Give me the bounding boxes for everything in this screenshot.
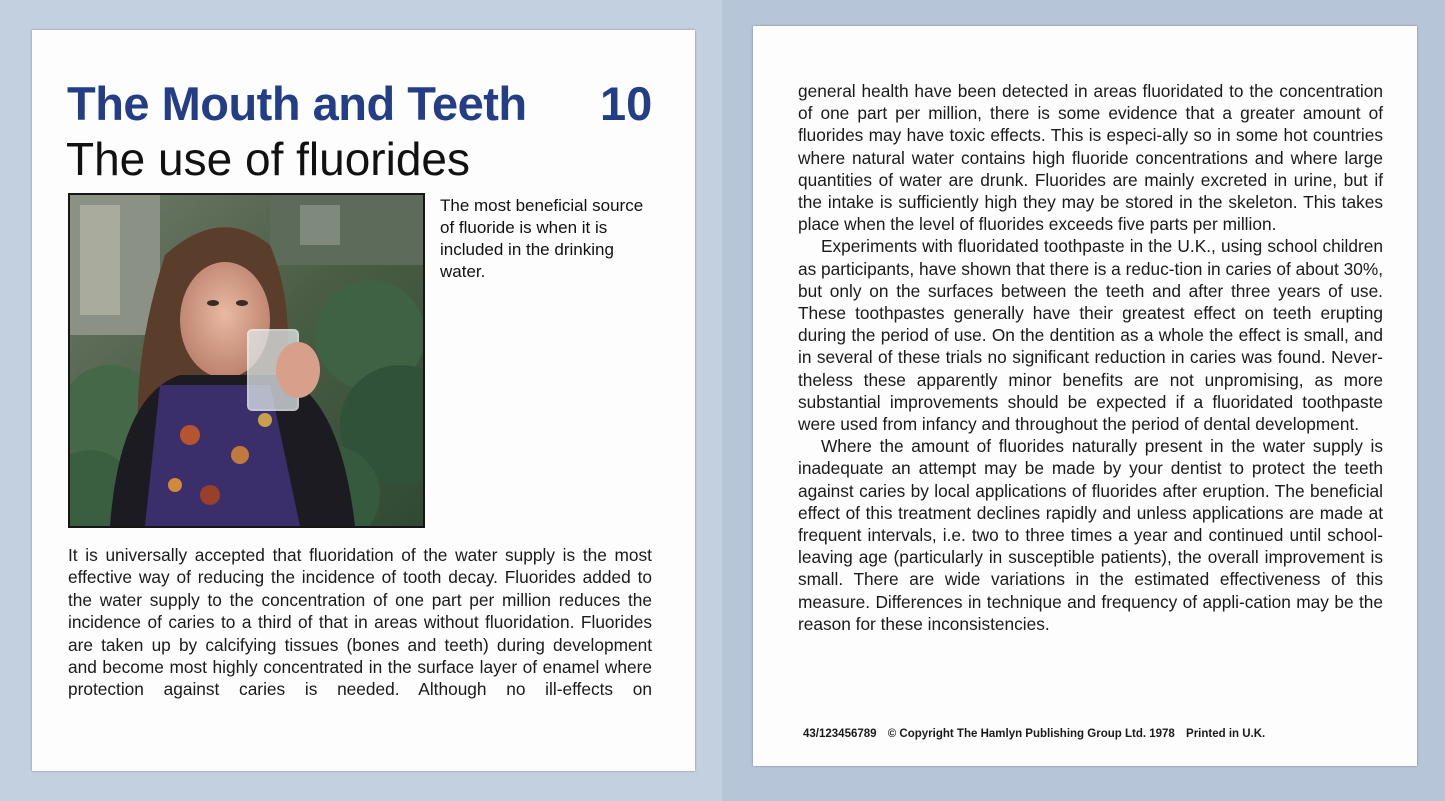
card-number: 10	[600, 77, 653, 130]
paragraph-3: Where the amount of fluorides naturally present in the water supply is inadequate an attempt may be made by your dentist to protect the teeth against caries by local applications of fluorides after eruption. The beneficial effect of this treatment declines rapidly and unless applications are made at frequent intervals, i.e. two to three times a year and continued until school-leaving age (particularly in susceptible patients), the overall improvement is small. There are wide variations in the estimated effectiveness of this measure. Differences in technique and frequency of appli-cation may be the reason for these inconsistencies.	[798, 436, 1383, 634]
photo-caption: The most beneficial source of fluoride is when it is included in the drinking water.	[440, 196, 644, 281]
series-title: The Mouth and Teeth	[67, 77, 527, 130]
footer-copyright: © Copyright The Hamlyn Publishing Group Ltd. 1978	[887, 728, 1175, 740]
footer	[803, 728, 1403, 740]
body-text-right	[798, 80, 1383, 635]
footer-printed: Printed in U.K.	[1186, 728, 1266, 740]
footer-code: 43/123456789	[803, 728, 877, 740]
front-card	[32, 30, 695, 771]
photo-girl-drinking-water	[68, 193, 425, 528]
back-card	[753, 26, 1417, 766]
paragraph-2: Experiments with fluoridated toothpaste in the U.K., using school children as participants, have shown that there is a reduc-tion in caries of about 30%, but only on the surfaces between the teeth and after three years of use. These toothpastes generally have their greatest effect on teeth erupting during the period of use. On the dentition as a whole the effect is small, and in several of these trials no significant reduction in caries was found. Never-theless these apparently minor benefits are not unpromising, as more substantial improvements should be expected if a fluoridated toothpaste were used from infancy and throughout the period of dental development.	[798, 236, 1384, 435]
card-title: The use of fluorides	[66, 133, 471, 185]
photo-illustration	[70, 195, 423, 526]
body-text-left: It is universally accepted that fluoridation of the water supply is the most effective way of reducing the incidence of tooth decay. Fluorides added to the water supply to the concentration of one part per million reduces the incidence of caries to a third of that in areas without fluoridation. Fluorides are taken up by calcifying tissues (bones and teeth) during development and become most highly concentrated in the surface layer of enamel where protection against caries is needed. Although no ill-effects on	[68, 545, 652, 700]
paragraph-1: general health have been detected in areas fluoridated to the concentration of one part per million, there is some evidence that a greater amount of fluorides may have toxic effects. This is especi-ally so in some hot countries where natural water contains high fluoride concentrations and where large quantities of water are drunk. Fluorides are mainly excreted in urine, but if the intake is sufficiently high they may be stored in the skeleton. This takes place when the level of fluorides exceeds five parts per million.	[798, 81, 1383, 235]
